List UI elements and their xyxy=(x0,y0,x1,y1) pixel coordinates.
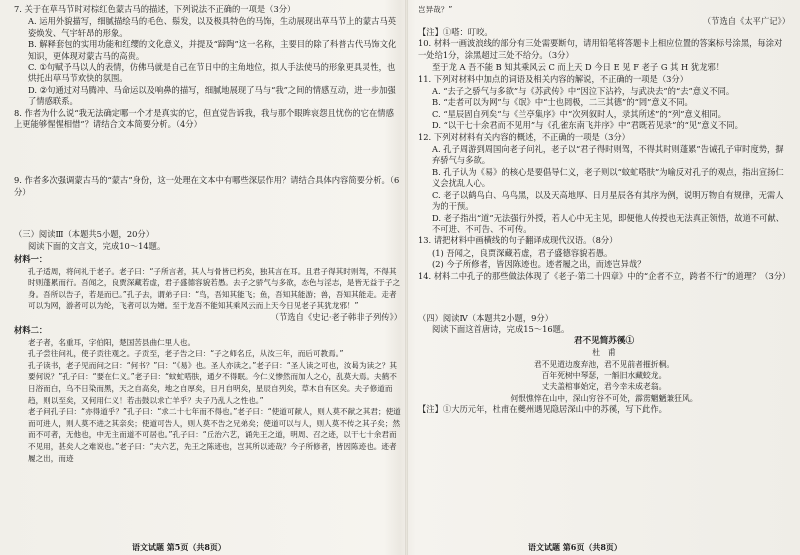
question-12-option-c: C. 老子以鹤鸟白、乌鸟黑，以及天高地厚、日月星辰各有其序为例，说明万物自有规律，无需人为的干预。 xyxy=(432,189,784,212)
left-page xyxy=(14,4,402,464)
page-fold xyxy=(405,0,408,555)
material-2-paragraph: 老子问孔子曰：“亦得道乎？”孔子曰：“求二十七年而不得也。”老子曰：“使道可献人，则人莫不献之其君；使道而可进人，则人莫不进之其亲矣；使道可告人，则人莫不告之兄弟矣；使道可以与人，则人莫不传之其子矣；然而不可者，无他也，中无主而道不可居也。”孔子曰：“丘治六艺，诵先王之道，明周、召之迹，以干七十余君而不见用，甚矣人之难说也。”老子曰：“夫六艺，先王之陈迹也，岂其所以迹哉？今子所修者，皆因陈迹也。迹者履之出，而迹 xyxy=(28,407,401,463)
material-1-source: （节选自《史记·老子韩非子列传》） xyxy=(270,311,402,322)
page-footer: 语文试题 第5页（共8页） xyxy=(132,542,226,552)
question-10-sentence: 至于龙 A 吾不能 B 知其乘风云 C 而上天 D 今日 E 见 F 老子 G 其 H 犹龙邪！ xyxy=(432,62,725,73)
poem-line: 百年死树中琴瑟，一斛旧水藏蛟龙。 xyxy=(541,370,667,380)
question-7-option-d: D. ②句通过对马腾冲、马命运以及响鼻的描写，细腻地展现了马与“我”之间的情感互动，进一步加强了情感联系。 xyxy=(28,84,396,107)
poem-title: 君不见简苏徯① xyxy=(573,335,635,346)
question-12: 12. 下列对材料有关内容的概述，不正确的一项是（3分） xyxy=(418,131,630,142)
question-7-option-c: C. ①句赋予马以人的表情，仿佛马就是自己在节日中的主角地位，拟人手法使马的形象更具灵性，也烘托出草马节欢快的氛围。 xyxy=(28,62,396,84)
question-13-part-1: (1) 吾闻之，良贾深藏若虚，君子盛德容貌若愚。 xyxy=(432,247,613,258)
material-2-paragraph: 孔子读书，老子见而问之曰：“何书？”曰：“《易》也。圣人亦读之。”老子曰：“圣人读之可也，汝曷为读之？其要何说？”孔子曰：“要在仁义。”老子曰：“蚊虻嗒肤，通夕不得眠。今仁义惨然而加人之心，乱莫大焉。夫鹤不日浴而白，乌不日染而黑，天之自高矣，地之自厚矣，日月自明矣，星辰自列矣，草木自有区矣。夫子修道而趋，则以至矣，又何用仁义！若击鼓以求亡羊乎？夫子乃乱人之性也。” xyxy=(28,360,397,405)
question-11-option-c: C. “星辰固自列矣”与《兰亭集序》中“次列叙时人，录其所述”的“列”意义相同。 xyxy=(432,108,726,119)
material-1-text: 孔子适周，将问礼于老子。老子曰：“子所言者，其人与骨皆已朽矣，独其言在耳。且君子得其时则驾，不得其时则蓬累而行。吾闻之，良贾深藏若虚，君子盛德容貌若愚。去子之骄气与多欲，态色与淫志，是皆无益于子之身。吾所以告子，若是而已。”孔子去，谓弟子曰：“鸟，吾知其能飞；鱼，吾知其能游；兽，吾知其能走。走者可以为网，游者可以为纶，飞者可以为矰。至于龙吾不能知其乘风云而上天今日见老子其犹龙邪！” xyxy=(28,266,401,311)
material-2-label: 材料二： xyxy=(14,325,48,336)
answer-space xyxy=(418,283,790,313)
poem-author: 杜 甫 xyxy=(592,348,616,358)
annotation-note: 【注】①嗒：叮咬。 xyxy=(418,27,493,37)
material-2-paragraph: 老子者，名重耳，字伯阳，楚国苦县曲仁里人也。 xyxy=(28,337,196,347)
question-7: 7. 关于在草马节时对棕红色蒙古马的描述，下列说法不正确的一项是（3分） xyxy=(14,4,296,14)
material-1-label: 材料一： xyxy=(14,254,48,265)
poem-line: 何恨憔悴在山中，深山穷谷不可处，霹雳魍魉兼狂风。 xyxy=(510,393,698,403)
question-7-option-a: A. 运用外貌描写，细腻描绘马的毛色、鬃发，以及极具特色的马饰，生动展现出草马节上的蒙古马英姿焕发、气宇轩昂的形象。 xyxy=(28,16,397,38)
poem-line: 君不见道边废弃池，君不见前者摧折桐。 xyxy=(533,359,675,369)
question-10: 10. 材料一画波浪线的部分有三处需要断句，请用铅笔将答题卡上相应位置的答案标号涂黑，每涂对一处给1分，涂黑超过三处不给分。（3分） xyxy=(418,38,783,60)
question-11-option-d: D. “以干七十余君而不见用”与《孔雀东南飞并序》中“君既若见录”的“见”意义不同。 xyxy=(432,120,743,131)
question-7-option-b: B. 解释套包的实用功能和红缨的文化意义，并提及“蹄陶”这一名称，主要目的除了科普古代马饰文化知识，更体现对蒙古马的高贵。 xyxy=(28,39,397,61)
answer-space xyxy=(14,199,402,229)
section-header: （四）阅读Ⅳ（本题共2小题，9分） xyxy=(418,312,554,323)
material-2-continued: 岂异哉？” xyxy=(418,5,453,14)
right-page xyxy=(418,4,790,416)
page-footer: 语文试题 第6页（共8页） xyxy=(528,542,622,552)
question-13: 13. 请把材料中画横线的句子翻译成现代汉语。（8分） xyxy=(418,235,618,246)
question-11: 11. 下列对材料中加点的词语及相关内容的解说，不正确的一项是（3分） xyxy=(418,73,689,84)
question-12-option-b: B. 孔子认为《易》的核心是要倡导仁义，老子则以“蚊虻嗒肤”为喻反对孔子的观点，指出宣扬仁义会扰乱人心。 xyxy=(432,166,784,189)
section-header: （三）阅读Ⅲ（本题共5小题，20分） xyxy=(14,229,154,240)
poem-line: 丈夫盖棺事始定，君今幸未成老翁。 xyxy=(541,382,667,392)
section-instructions: 阅读下面的文言文，完成10～14题。 xyxy=(28,240,166,251)
question-11-option-a: A. “去子之骄气与多欲”与《苏武传》中“因泣下沾衿，与武决去”的“去”意义不同。 xyxy=(432,86,735,97)
question-13-part-2: (2) 今子所修者，皆因陈迹也。迹者履之出，而迹岂异哉？ xyxy=(432,259,646,270)
poem-note: 【注】①大历元年，杜甫在夔州遇见隐居深山中的苏徯，写下此作。 xyxy=(418,404,667,415)
question-11-option-b: B. “走者可以为网”与《氓》中“士也罔极，二三其德”的“罔”意义不同。 xyxy=(432,97,693,108)
material-2-source: （节选自《太平广记》） xyxy=(702,15,790,26)
question-8: 8. 作者为什么说“我无法确定哪一个才是真实的它，但直觉告诉我，我与那个眼眸哀怨且忧伤的它在情感上更能够惺惺相惜”？请结合文本简要分析。（4分） xyxy=(14,107,394,130)
section-instructions: 阅读下面这首唐诗，完成15～16题。 xyxy=(432,324,570,335)
question-14: 14. 材料二中孔子的那些做法体现了《老子·第二十四章》中的“企者不立，跨者不行”的道理？（3分） xyxy=(418,270,791,281)
question-9: 9. 作者多次强调蒙古马的“蒙古”身份，这一处理在文本中有哪些深层作用？请结合具体内容简要分析。（6分） xyxy=(14,175,400,197)
question-12-option-a: A. 孔子周游到周国向老子问礼，老子以“君子得时则驾，不得其时则蓬累”告诫孔子审时度势，摒弃骄气与多欲。 xyxy=(432,144,784,166)
material-2-paragraph: 孔子尝往问礼，使子贡往观之。子贡至，老子告之曰：“子之师名丘，从汝三年，而后可教焉。” xyxy=(28,349,344,359)
answer-space xyxy=(14,131,402,175)
question-12-option-d: D. 老子指出“道”无法强行外授，若人心中无主见，即便他人传授也无法真正领悟，故道不可献、不可进、不可告、不可传。 xyxy=(432,212,784,234)
